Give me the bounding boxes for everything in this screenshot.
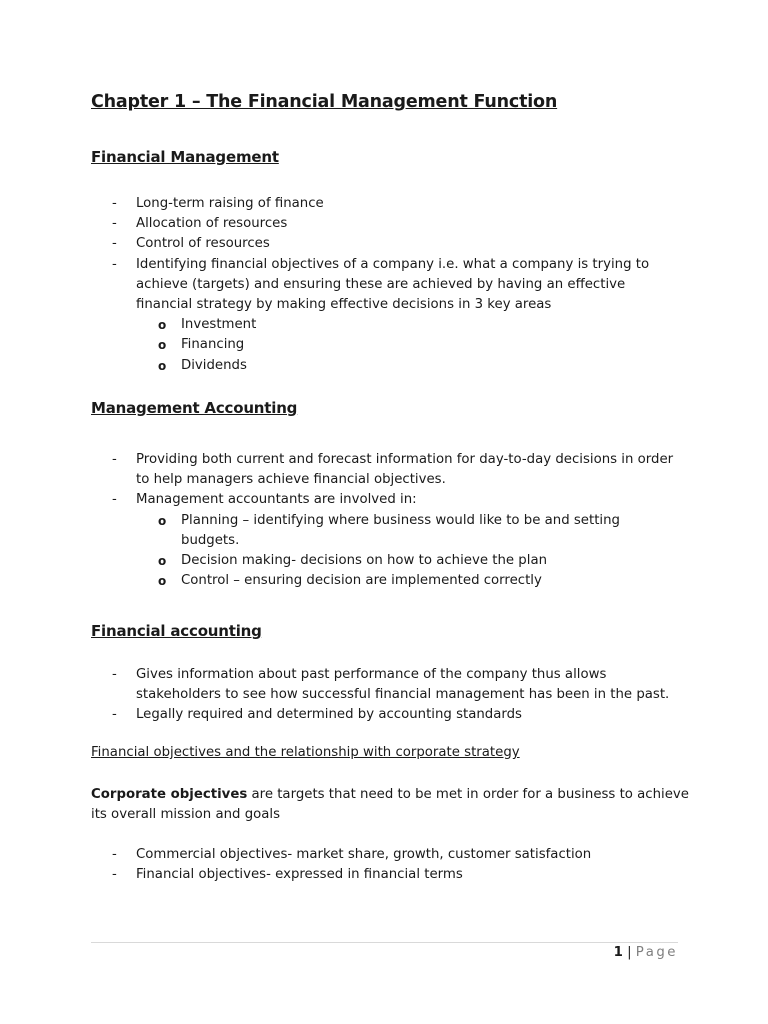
- list-item-continuation: financial strategy by making effective decisions in 3 key areas: [136, 297, 552, 313]
- chapter-title: Chapter 1 – The Financial Management Function: [91, 92, 558, 112]
- corporate-objectives-paragraph: Corporate objectives are targets that need to be met in order for a business to achieve its overall mission and goals: [91, 787, 689, 823]
- list-item: - Financial objectives- expressed in financial terms: [112, 867, 463, 883]
- list-item-continuation: stakeholders to see how successful financial management has been in the past.: [136, 687, 670, 703]
- section-title-financial-management: Financial Management: [91, 148, 279, 166]
- sub-list-item: o Decision making- decisions on how to achieve the plan: [158, 553, 548, 569]
- page-number: 1: [613, 945, 623, 960]
- list-item: - Allocation of resources: [112, 216, 288, 232]
- list-item-continuation: to help managers achieve financial objectives.: [136, 472, 446, 488]
- subheading-corporate-strategy: Financial objectives and the relationship with corporate strategy: [91, 745, 520, 760]
- list-item: - Legally required and determined by accounting standards: [112, 707, 522, 723]
- financial-accounting-list: [0, 665, 669, 726]
- list-item: - Long-term raising of finance: [112, 196, 324, 211]
- list-item: - Identifying financial objectives of a company i.e. what a company is trying to: [112, 256, 650, 272]
- financial-management-list: [0, 194, 649, 376]
- section-title-management-accounting: Management Accounting: [91, 399, 298, 417]
- list-item: - Management accountants are involved in:: [112, 492, 417, 508]
- page-footer: [614, 945, 678, 960]
- list-item: - Commercial objectives- market share, growth, customer satisfaction: [112, 847, 592, 862]
- sub-list-item: o Financing: [158, 337, 245, 353]
- list-item: - Gives information about past performance of the company thus allows: [112, 667, 607, 682]
- management-accounting-list: [0, 450, 673, 591]
- page-label: Page: [635, 945, 678, 960]
- list-item-continuation: achieve (targets) and ensuring these are achieved by having an effective: [136, 276, 626, 292]
- sub-list-item: o Investment: [158, 317, 257, 333]
- footer-divider: [91, 942, 678, 943]
- list-item: - Providing both current and forecast information for day-to-day decisions in order: [112, 452, 674, 467]
- footer-separator: |: [627, 945, 632, 960]
- sub-list-item: o Control – ensuring decision are implemented correctly: [158, 573, 542, 589]
- corporate-objectives-term: Corporate objectives: [91, 787, 248, 802]
- sub-list-item: o Dividends: [158, 357, 247, 373]
- list-item: - Control of resources: [112, 236, 270, 252]
- sub-list-item-continuation: budgets.: [181, 532, 240, 548]
- section-title-financial-accounting: Financial accounting: [91, 622, 262, 640]
- sub-list-item: o Planning – identifying where business would like to be and setting: [158, 512, 620, 528]
- corporate-objectives-list: [0, 845, 591, 885]
